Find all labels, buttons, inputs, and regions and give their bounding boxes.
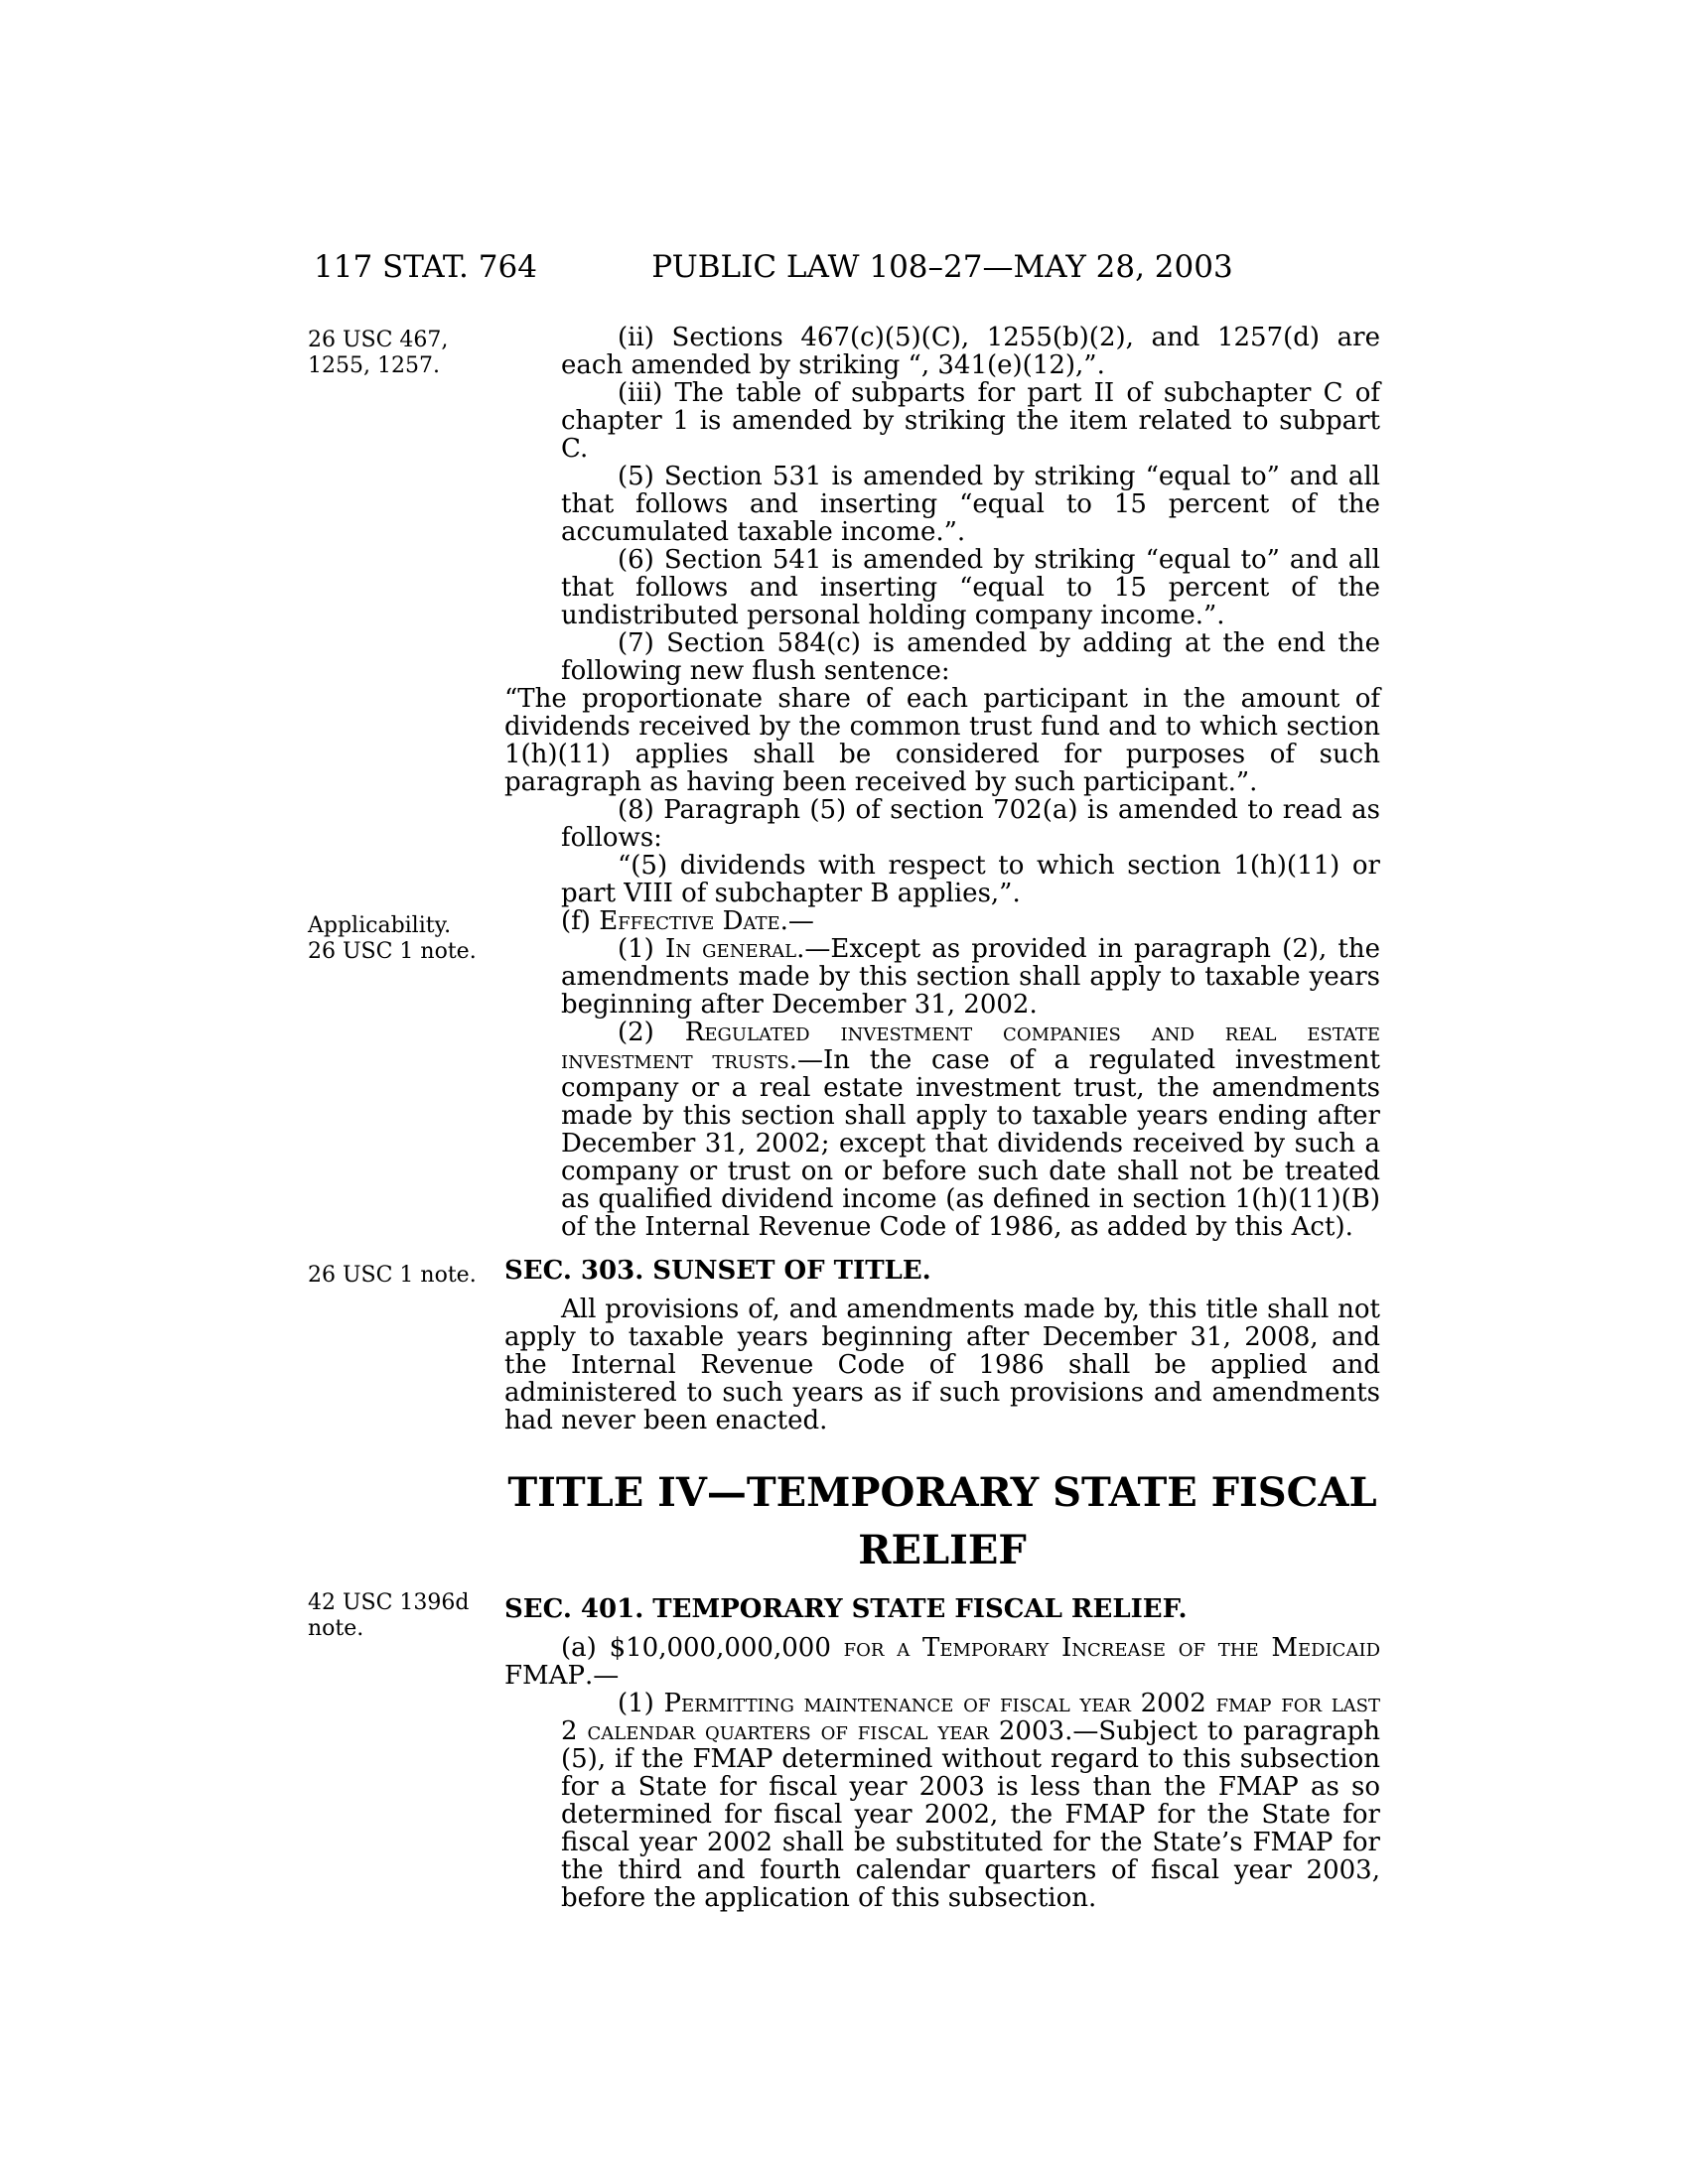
text-segment: (1)	[618, 934, 665, 964]
text-segment: Effective Date	[599, 906, 780, 936]
body-paragraph	[561, 463, 1380, 546]
body-paragraph	[561, 1019, 1380, 1241]
text-segment: for a Temporary Increase of the Medicaid FMAP	[504, 1633, 1380, 1691]
text-segment: “(5) dividends with respect to which section 1(h)(11) or part VIII of subchapter B applies,”.	[561, 851, 1380, 908]
body-paragraph	[561, 324, 1380, 379]
body-paragraph	[561, 629, 1380, 685]
body-paragraph	[504, 907, 1380, 935]
body-paragraph	[561, 1690, 1380, 1912]
margin-note	[308, 1590, 492, 1642]
text-segment: SEC. 401. TEMPORARY STATE FISCAL RELIEF.	[504, 1594, 1188, 1624]
text-segment: (a) $10,000,000,000	[561, 1633, 844, 1663]
text-segment: Permitting maintenance of fiscal year 2002 fmap for last 2 calendar quarters of fiscal year 2003	[561, 1689, 1380, 1746]
body-paragraph	[504, 1296, 1380, 1434]
text-segment: SEC. 303. SUNSET OF TITLE.	[504, 1256, 931, 1286]
text-segment: .—	[779, 906, 814, 936]
body-paragraph	[561, 796, 1380, 852]
text-segment: All provisions of, and amendments made by, this title shall not apply to taxable years beginning after December 31, 2008, and the Internal Revenue Code of 1986 shall be applied and administered to such years as if such provisions and amendments had never been enacted.	[504, 1295, 1380, 1435]
body-paragraph	[561, 852, 1380, 907]
margin-note	[308, 913, 492, 965]
margin-note-line: 1255, 1257.	[308, 353, 440, 378]
text-segment: (6) Section 541 is amended by striking “equal to” and all that follows and inserting “equal to 15 percent of the undistributed personal holding company income.”.	[561, 545, 1380, 630]
text-segment: (iii) The table of subparts for part II of subchapter C of chapter 1 is amended by striking the item related to subpart C.	[561, 378, 1380, 464]
text-segment: .—Subject to paragraph (5), if the FMAP determined without regard to this subsection for a State for fiscal year 2003 is less than the FMAP as so determined for fiscal year 2002, the FMAP for the State for fiscal year 2002 shall be substituted for the State’s FMAP for the third and fourth calendar quarters of fiscal year 2003, before the application of this subsection.	[561, 1716, 1380, 1913]
text-segment: .—In the case of a regulated investment company or a real estate investment trust, the amendments made by this section shall apply to taxable years ending after December 31, 2002; except that dividends received by such a company or trust on or before such date shall not be treated as qualified dividend income (as defined in section 1(h)(11)(B) of the Internal Revenue Code of 1986, as added by this Act).	[561, 1045, 1380, 1242]
text-segment: Regulated investment companies and real estate investment trusts	[561, 1018, 1381, 1075]
stat-page-number: 117 STAT. 764	[314, 249, 537, 285]
text-segment: “The proportionate share of each participant in the amount of dividends received by the common trust fund and to which section 1(h)(11) applies shall be considered for purposes of such paragraph as having been received by such participant.”.	[504, 684, 1380, 797]
title-heading	[504, 1464, 1380, 1579]
margin-note-line: Applicability.	[308, 913, 452, 938]
text-segment: (2)	[618, 1018, 685, 1047]
section-heading	[504, 1595, 1380, 1623]
margin-note-line: note.	[308, 1616, 364, 1641]
body-paragraph	[561, 379, 1380, 463]
body-column	[504, 324, 1380, 1912]
margin-note-line: 26 USC 1 note.	[308, 939, 477, 964]
body-paragraph	[504, 685, 1380, 796]
text-segment: (8) Paragraph (5) of section 702(a) is amended to read as follows:	[561, 795, 1380, 853]
law-title: PUBLIC LAW 108–27—MAY 28, 2003	[651, 249, 1233, 285]
text-segment: In general	[665, 934, 797, 964]
margin-note-line: 26 USC 467,	[308, 328, 449, 352]
body-paragraph	[561, 935, 1380, 1019]
body-paragraph	[561, 546, 1380, 629]
margin-note-line: 42 USC 1396d	[308, 1590, 470, 1615]
margin-note-line: 26 USC 1 note.	[308, 1263, 477, 1288]
text-segment: (5) Section 531 is amended by striking “equal to” and all that follows and inserting “equal to 15 percent of the accumulated taxable income.”.	[561, 462, 1380, 547]
text-segment: .—	[584, 1661, 620, 1691]
margin-note	[308, 328, 492, 379]
body-paragraph	[504, 1634, 1380, 1690]
text-segment: (7) Section 584(c) is amended by adding at the end the following new flush sentence:	[561, 628, 1380, 686]
text-segment: (1)	[618, 1689, 664, 1718]
section-heading	[504, 1257, 1380, 1285]
text-segment: (ii) Sections 467(c)(5)(C), 1255(b)(2), and 1257(d) are each amended by striking “, 341(e)(12),”.	[561, 323, 1380, 380]
text-segment: TITLE IV—TEMPORARY STATE FISCAL RELIEF	[507, 1469, 1377, 1573]
margin-note	[308, 1263, 492, 1289]
text-segment: (f)	[561, 906, 600, 936]
text-segment: .—Except as provided in paragraph (2), the amendments made by this section shall apply to taxable years beginning after December 31, 2002.	[561, 934, 1381, 1020]
